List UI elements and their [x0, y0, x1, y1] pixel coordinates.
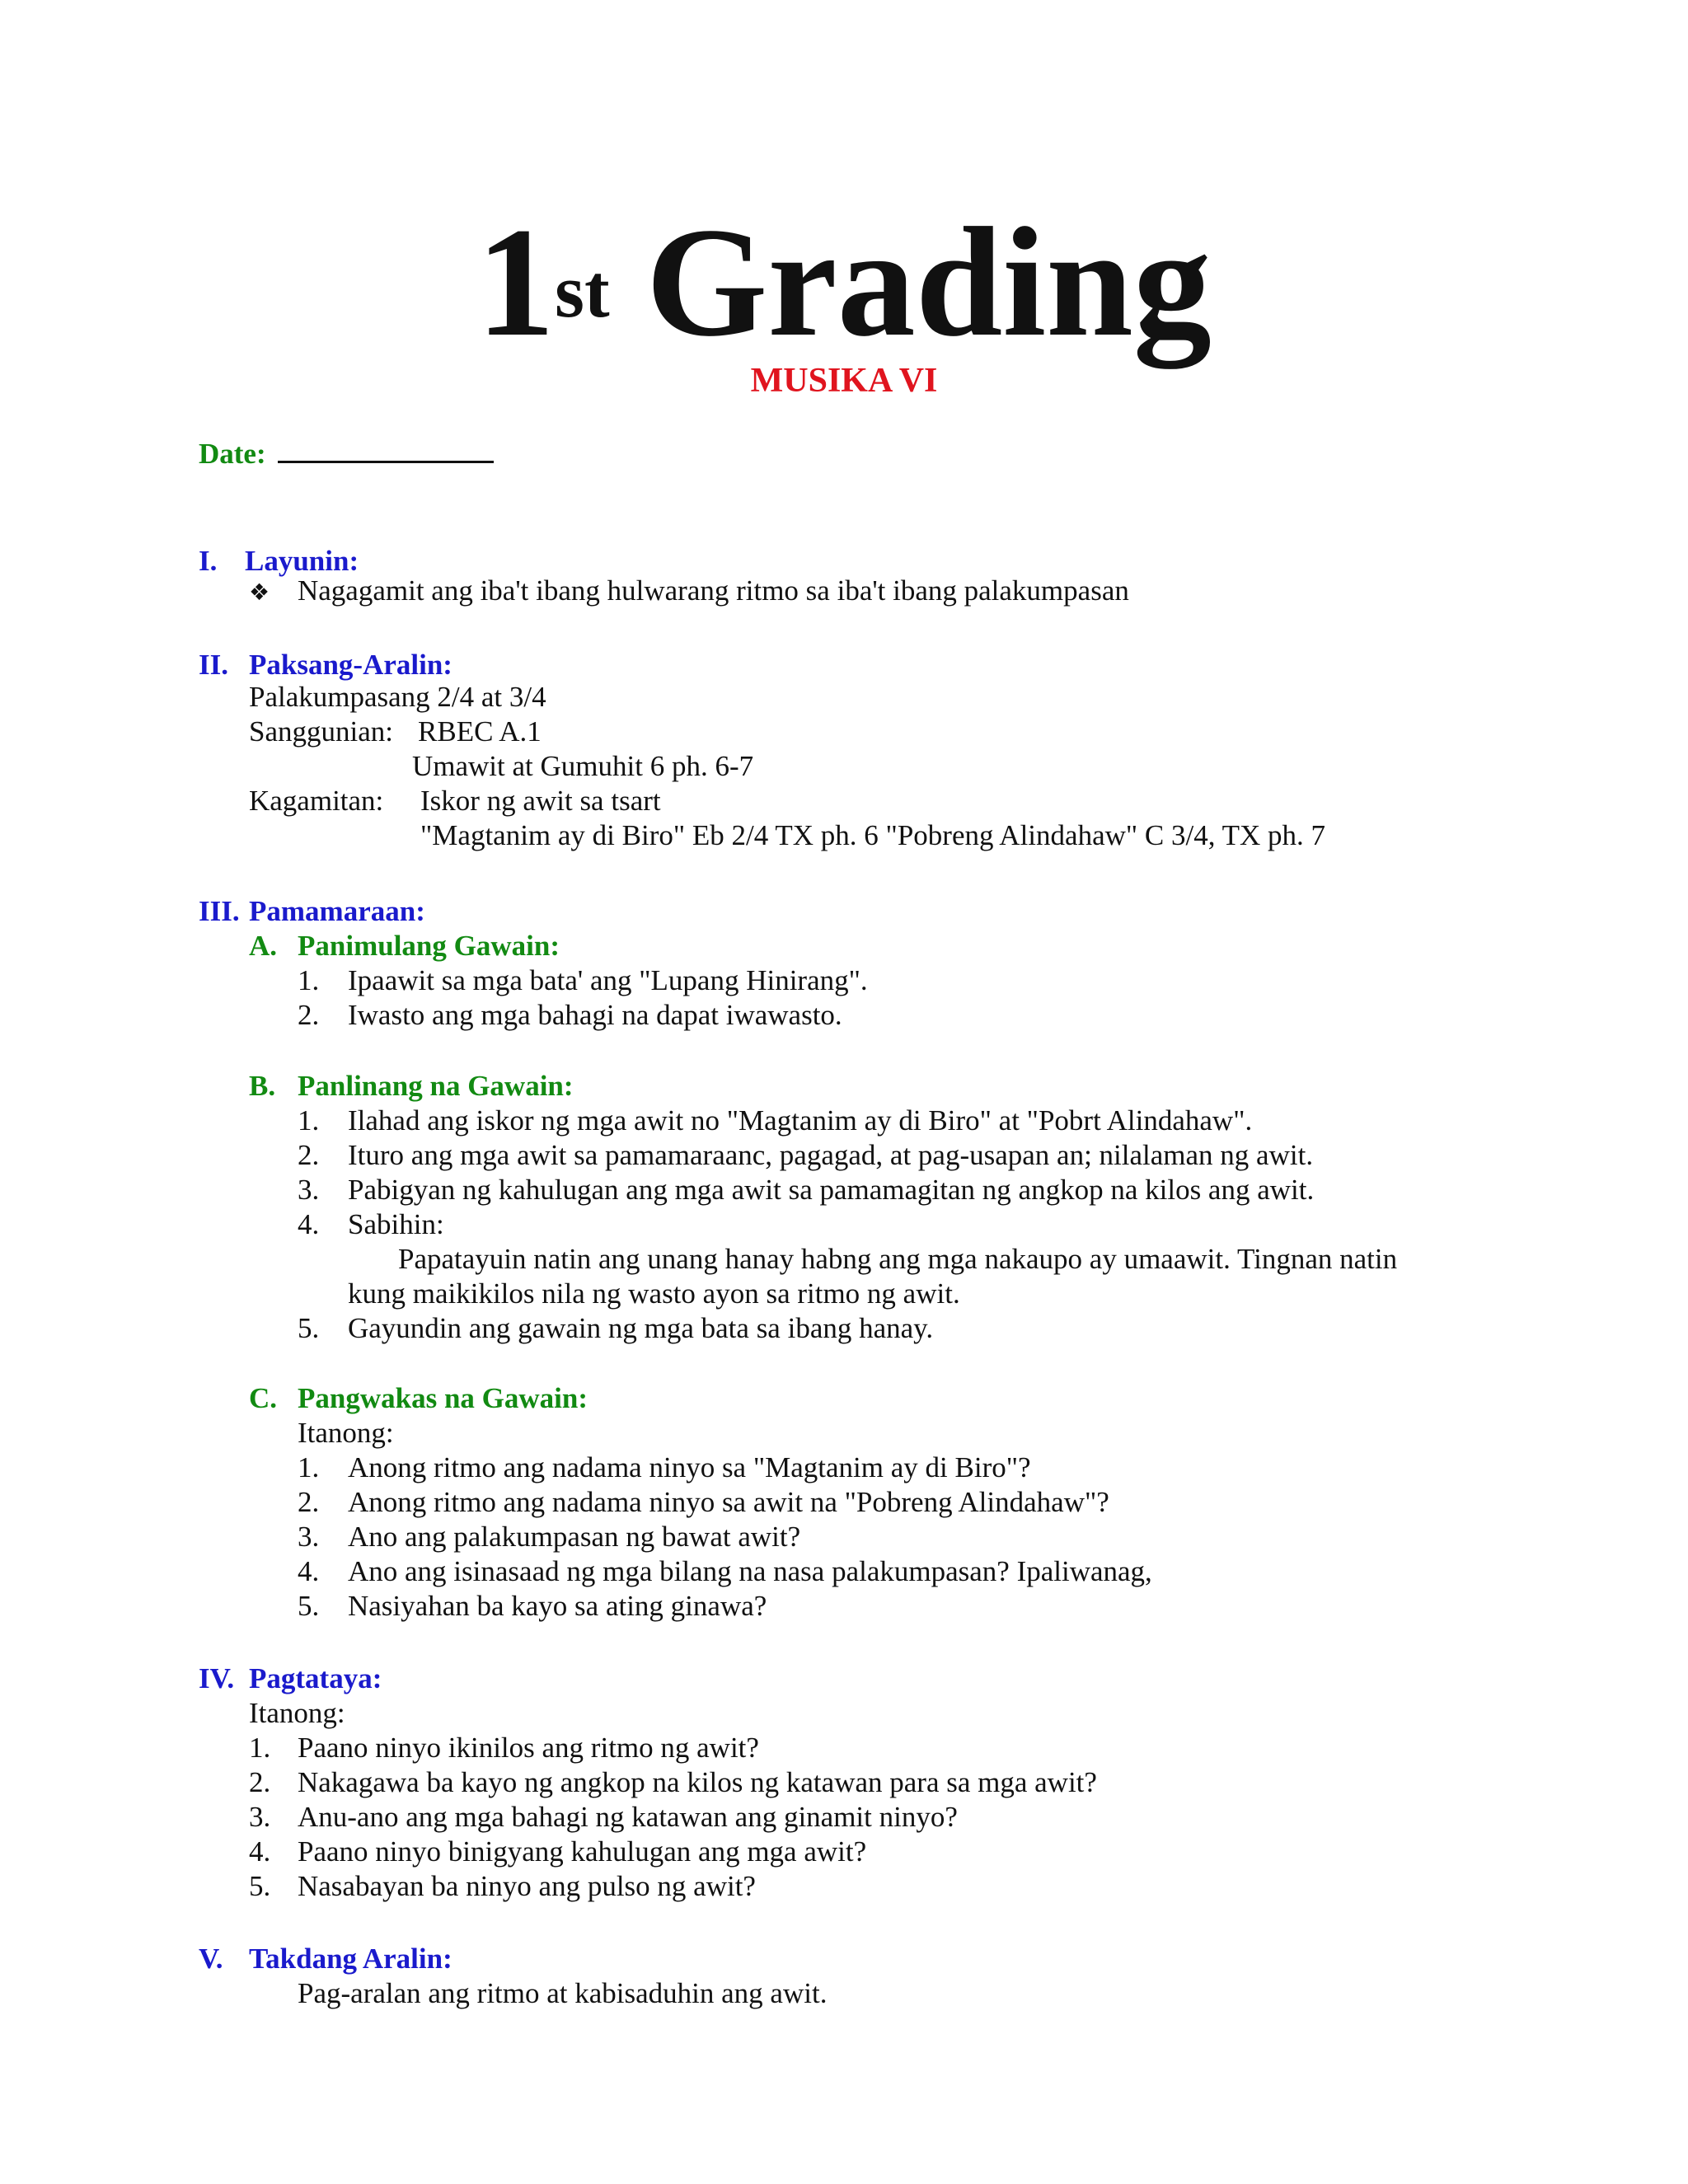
date-blank-line [278, 436, 494, 463]
list-item: Anong ritmo ang nadama ninyo sa "Magtanim ay di Biro"? [348, 1451, 1031, 1483]
date-label: Date: [199, 438, 266, 470]
diamond-bullet-icon: ❖ [249, 579, 270, 606]
list-number: 5. [249, 1870, 271, 1902]
list-number: 5. [298, 1312, 320, 1344]
list-item: Ano ang palakumpasan ng bawat awit? [348, 1521, 801, 1553]
section-1-title: Layunin: [245, 545, 359, 577]
title-number: 1 [476, 196, 556, 369]
section-3-title: Pamamaraan: [249, 895, 425, 927]
section-2-number: II. [199, 649, 228, 681]
list-number: 1. [249, 1732, 271, 1764]
materials-item-2: "Magtanim ay di Biro" Eb 2/4 TX ph. 6 "Pobreng Alindahaw" C 3/4, TX ph. 7 [420, 819, 1326, 851]
title-word: Grading [645, 196, 1212, 369]
list-item: Ipaawit sa mga bata' ang "Lupang Hinirang". [348, 964, 868, 996]
page-title [0, 196, 1688, 369]
list-number: 4. [298, 1555, 320, 1587]
section-5-title: Takdang Aralin: [249, 1943, 452, 1975]
list-number: 1. [298, 964, 320, 996]
topic-text: Palakumpasang 2/4 at 3/4 [249, 681, 546, 713]
reference-item-2: Umawit at Gumuhit 6 ph. 6-7 [412, 750, 754, 782]
list-item: Ilahad ang iskor ng mga awit no "Magtanim ay di Biro" at "Pobrt Alindahaw". [348, 1104, 1253, 1137]
list-number: 4. [249, 1835, 271, 1868]
list-number: 5. [298, 1590, 320, 1622]
section-1-number: I. [199, 545, 218, 577]
reference-item-1: RBEC A.1 [418, 715, 542, 748]
list-item: Nasabayan ba ninyo ang pulso ng awit? [298, 1870, 756, 1902]
list-item: Paano ninyo ikinilos ang ritmo ng awit? [298, 1732, 759, 1764]
quote-text-1: Papatayuin natin ang unang hanay habng ang mga nakaupo ay umaawit. Tingnan natin [398, 1243, 1398, 1275]
list-item: Sabihin: [348, 1208, 444, 1240]
section-2-title: Paksang-Aralin: [249, 649, 452, 681]
list-number: 1. [298, 1451, 320, 1483]
assignment-text: Pag-aralan ang ritmo at kabisaduhin ang awit. [298, 1977, 828, 2009]
subsection-c-title: Pangwakas na Gawain: [298, 1382, 588, 1414]
list-item: Paano ninyo binigyang kahulugan ang mga awit? [298, 1835, 867, 1868]
list-item: Gayundin ang gawain ng mga bata sa ibang hanay. [348, 1312, 934, 1344]
list-number: 3. [298, 1521, 320, 1553]
subject-subtitle: MUSIKA VI [750, 362, 938, 400]
list-item: Nakagawa ba kayo ng angkop na kilos ng katawan para sa mga awit? [298, 1766, 1097, 1798]
list-number: 2. [298, 1139, 320, 1171]
list-number: 4. [298, 1208, 320, 1240]
list-item: Iwasto ang mga bahagi na dapat iwawasto. [348, 999, 842, 1031]
list-item: Nasiyahan ba kayo sa ating ginawa? [348, 1590, 767, 1622]
section-4-title: Pagtataya: [249, 1662, 382, 1694]
date-field [199, 436, 494, 471]
list-item: Pabigyan ng kahulugan ang mga awit sa pamamagitan ng angkop na kilos ang awit. [348, 1174, 1315, 1206]
subsection-b-letter: B. [249, 1070, 276, 1102]
subsection-a-title: Panimulang Gawain: [298, 930, 560, 962]
list-number: 2. [249, 1766, 271, 1798]
subsection-a-letter: A. [249, 930, 278, 962]
list-item: Ano ang isinasaad ng mga bilang na nasa palakumpasan? Ipaliwanag, [348, 1555, 1152, 1587]
section-3-number: III. [199, 895, 240, 927]
list-number: 2. [298, 1486, 320, 1518]
questions-intro: Itanong: [298, 1417, 394, 1449]
subsection-c-letter: C. [249, 1382, 278, 1414]
list-number: 1. [298, 1104, 320, 1137]
subsection-b-title: Panlinang na Gawain: [298, 1070, 574, 1102]
quote-line-2: kung maikikilos nila ng wasto ayon sa ritmo ng awit. [348, 1277, 960, 1310]
objective-text: Nagagamit ang iba't ibang hulwarang ritmo sa iba't ibang palakumpasan [298, 574, 1129, 607]
list-number: 3. [298, 1174, 320, 1206]
section-4-number: IV. [199, 1662, 235, 1694]
section-5-number: V. [199, 1943, 223, 1975]
materials-item-1: Iskor ng awit sa tsart [420, 785, 661, 817]
reference-label: Sanggunian: [249, 715, 393, 748]
list-number: 2. [298, 999, 320, 1031]
quote-line-1 [348, 1242, 1627, 1277]
list-item: Anong ritmo ang nadama ninyo sa awit na "Pobreng Alindahaw"? [348, 1486, 1109, 1518]
questions-intro: Itanong: [249, 1697, 345, 1729]
list-number: 3. [249, 1801, 271, 1833]
materials-label: Kagamitan: [249, 785, 384, 817]
list-item: Ituro ang mga awit sa pamamaraanc, pagagad, at pag-usapan an; nilalaman ng awit. [348, 1139, 1314, 1171]
list-item: Anu-ano ang mga bahagi ng katawan ang ginamit ninyo? [298, 1801, 958, 1833]
title-suffix: st [555, 249, 610, 333]
